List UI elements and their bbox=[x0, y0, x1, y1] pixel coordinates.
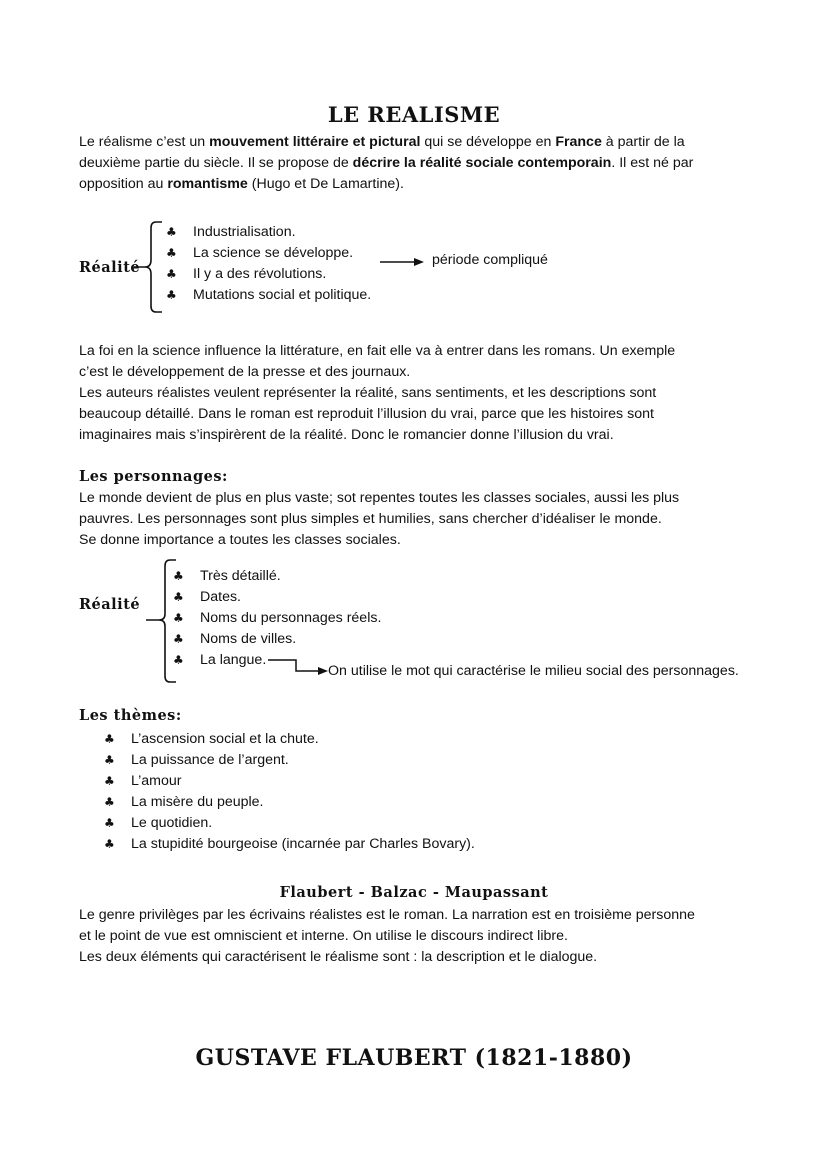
paragraph-line: pauvres. Les personnages sont plus simples et humilies, sans chercher d’idéaliser le monde. bbox=[79, 511, 662, 527]
paragraph-line: Les auteurs réalistes veulent représenter la réalité, sans sentiments, et les descriptions sont bbox=[79, 385, 657, 401]
club-bullet-icon: ♣ bbox=[166, 267, 177, 281]
club-bullet-icon: ♣ bbox=[104, 732, 115, 746]
text-run: . Il est né par bbox=[611, 155, 694, 171]
club-bullet-icon: ♣ bbox=[173, 653, 184, 667]
themes-heading: Les thèmes: bbox=[79, 707, 182, 724]
realite-list-1 bbox=[166, 222, 371, 306]
list-item: ♣ Noms du personnages réels. bbox=[173, 608, 381, 629]
list-item: ♣ Très détaillé. bbox=[173, 566, 381, 587]
arrow-note-1: période compliqué bbox=[432, 252, 548, 268]
paragraph-line: Se donne importance a toutes les classes sociales. bbox=[79, 532, 401, 548]
personnages-heading: Les personnages: bbox=[79, 468, 228, 485]
realite-label-2: Réalité bbox=[79, 596, 141, 613]
text-run: deuxième partie du siècle. Il se propose de bbox=[79, 155, 353, 171]
authors-paragraph bbox=[79, 905, 779, 968]
paragraph-line: Le genre privilèges par les écrivains réalistes est le roman. La narration est en troisième personne bbox=[79, 907, 695, 923]
list-item: ♣ Le quotidien. bbox=[104, 813, 475, 834]
club-bullet-icon: ♣ bbox=[104, 753, 115, 767]
club-bullet-icon: ♣ bbox=[104, 816, 115, 830]
section-title-flaubert: GUSTAVE FLAUBERT (1821-1880) bbox=[195, 1045, 633, 1071]
themes-list bbox=[104, 729, 475, 855]
paragraph-line: imaginaires mais s’inspirèrent de la réalité. Donc le romancier donne l’illusion du vrai. bbox=[79, 427, 614, 443]
list-item: ♣ La science se développe. bbox=[166, 243, 371, 264]
paragraph-line: c’est le développement de la presse et des journaux. bbox=[79, 364, 411, 380]
list-item: ♣ Dates. bbox=[173, 587, 381, 608]
paragraph-line: Le monde devient de plus en plus vaste; sot repentes toutes les classes sociales, aussi les plus bbox=[79, 490, 680, 506]
intro-paragraph bbox=[79, 132, 779, 195]
club-bullet-icon: ♣ bbox=[173, 611, 184, 625]
arrow-right-icon bbox=[378, 255, 426, 269]
paragraph-line: Les deux éléments qui caractérisent le réalisme sont : la description et le dialogue. bbox=[79, 949, 598, 965]
science-paragraph bbox=[79, 341, 779, 446]
text-run: Le réalisme c’est un bbox=[79, 134, 210, 150]
club-bullet-icon: ♣ bbox=[173, 590, 184, 604]
list-item: ♣ La stupidité bourgeoise (incarnée par Charles Bovary). bbox=[104, 834, 475, 855]
intro-line-2 bbox=[79, 153, 779, 174]
list-item: ♣ L’ascension social et la chute. bbox=[104, 729, 475, 750]
intro-line-3 bbox=[79, 174, 779, 195]
bold-text: romantisme bbox=[167, 176, 248, 192]
bold-text: décrire la réalité sociale contemporain bbox=[352, 155, 612, 171]
paragraph-line: et le point de vue est omniscient et interne. On utilise le discours indirect libre. bbox=[79, 928, 568, 944]
text-run: opposition au bbox=[79, 176, 168, 192]
list-item: ♣ Noms de villes. bbox=[173, 629, 381, 650]
elbow-arrow-icon bbox=[266, 656, 330, 678]
club-bullet-icon: ♣ bbox=[173, 569, 184, 583]
curly-brace-1 bbox=[114, 220, 164, 314]
club-bullet-icon: ♣ bbox=[104, 795, 115, 809]
intro-line-1 bbox=[79, 132, 779, 153]
text-run: qui se développe en bbox=[420, 134, 556, 150]
list-item: ♣ La misère du peuple. bbox=[104, 792, 475, 813]
club-bullet-icon: ♣ bbox=[166, 225, 177, 239]
list-item: ♣ Mutations social et politique. bbox=[166, 285, 371, 306]
club-bullet-icon: ♣ bbox=[166, 288, 177, 302]
list-item: ♣ Industrialisation. bbox=[166, 222, 371, 243]
club-bullet-icon: ♣ bbox=[104, 837, 115, 851]
authors-heading: Flaubert - Balzac - Maupassant bbox=[279, 884, 549, 901]
club-bullet-icon: ♣ bbox=[166, 246, 177, 260]
paragraph-line: beaucoup détaillé. Dans le roman est reproduit l’illusion du vrai, parce que les histoires sont bbox=[79, 406, 654, 422]
page-title: LE REALISME bbox=[327, 102, 501, 127]
curly-brace-2 bbox=[138, 558, 178, 684]
list-item: ♣ La langue. bbox=[173, 650, 381, 671]
realite-label-1: Réalité bbox=[79, 259, 141, 276]
list-item: ♣ La puissance de l’argent. bbox=[104, 750, 475, 771]
personnages-paragraph bbox=[79, 488, 779, 551]
paragraph-line: La foi en la science influence la littérature, en fait elle va à entrer dans les romans. Un exemple bbox=[79, 343, 676, 359]
club-bullet-icon: ♣ bbox=[173, 632, 184, 646]
text-run: (Hugo et De Lamartine). bbox=[247, 176, 404, 192]
arrow-note-2: On utilise le mot qui caractérise le milieu social des personnages. bbox=[328, 663, 739, 679]
list-item: ♣ L’amour bbox=[104, 771, 475, 792]
club-bullet-icon: ♣ bbox=[104, 774, 115, 788]
text-run: à partir de la bbox=[601, 134, 685, 150]
list-item: ♣ Il y a des révolutions. bbox=[166, 264, 371, 285]
bold-text: mouvement littéraire et pictural bbox=[209, 134, 421, 150]
bold-text: France bbox=[555, 134, 602, 150]
